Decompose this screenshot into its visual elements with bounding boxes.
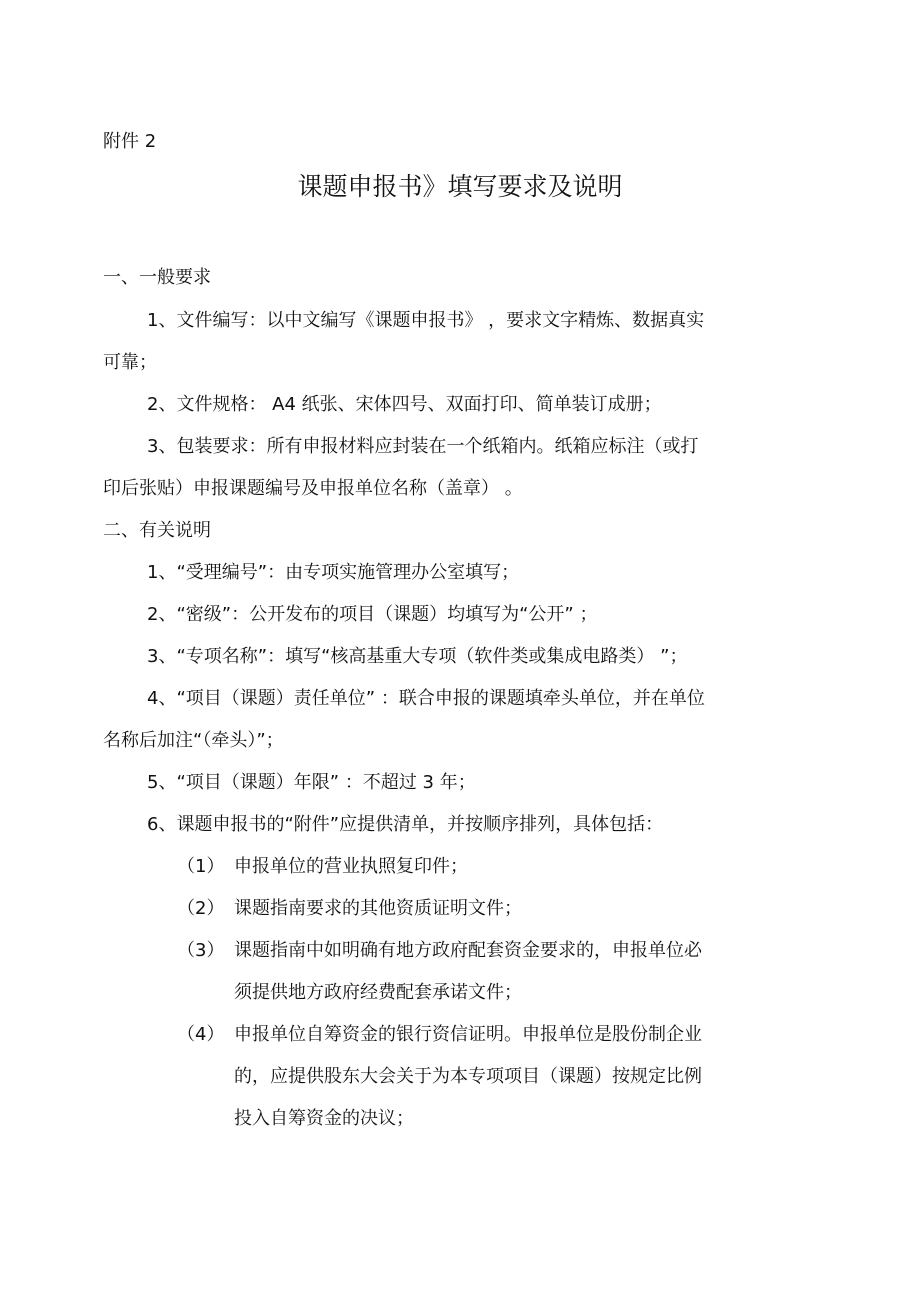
subitem-4-line1: 申报单位自筹资金的银行资信证明。申报单位是股份制企业 <box>234 1024 702 1045</box>
subitem-1-line1: 申报单位的营业执照复印件； <box>234 856 468 877</box>
section2-item5: 5、“项目（课题）年限” ：不超过 3 年； <box>147 772 476 793</box>
section2-heading: 二、有关说明 <box>103 520 211 541</box>
attachment-label: 附件 2 <box>103 131 157 152</box>
section1-heading: 一、一般要求 <box>103 267 211 288</box>
subitem-4-number: （4） <box>177 1024 225 1045</box>
subitem-4-line2: 的，应提供股东大会关于为本专项项目（课题）按规定比例 <box>234 1066 702 1087</box>
subitem-1-number: （1） <box>177 856 225 877</box>
section2-item2: 2、“密级”：公开发布的项目（课题）均填写为“公开” ； <box>147 604 598 625</box>
subitem-2-line1: 课题指南要求的其他资质证明文件； <box>234 898 522 919</box>
subitem-2-number: （2） <box>177 898 225 919</box>
section2-item4-line1: 4、“项目（课题）责任单位” ：联合申报的课题填牵头单位，并在单位 <box>147 688 705 709</box>
subitem-3-number: （3） <box>177 940 225 961</box>
subitem-3-line2: 须提供地方政府经费配套承诺文件； <box>234 982 522 1003</box>
subitem-4-line3: 投入自筹资金的决议； <box>234 1108 414 1129</box>
section2-item6: 6、课题申报书的“附件”应提供清单，并按顺序排列，具体包括： <box>147 814 664 835</box>
document-title: 课题申报书》填写要求及说明 <box>297 172 623 201</box>
section2-item3: 3、“专项名称”：填写“核高基重大专项（软件类或集成电路类） ”； <box>147 646 688 667</box>
section2-item4-line2: 名称后加注“（牵头）”； <box>103 730 284 751</box>
section1-item3-line1: 3、包装要求：所有申报材料应封装在一个纸箱内。纸箱应标注（或打 <box>147 436 699 457</box>
section1-item3-line2: 印后张贴）申报课题编号及申报单位名称（盖章） 。 <box>103 478 523 499</box>
section1-item1-line1: 1、文件编写：以中文编写《课题申报书》 ，要求文字精炼、数据真实 <box>147 310 705 331</box>
section2-item1: 1、“受理编号”：由专项实施管理办公室填写； <box>147 562 520 583</box>
subitem-3-line1: 课题指南中如明确有地方政府配套资金要求的，申报单位必 <box>234 940 702 961</box>
section1-item1-line2: 可靠； <box>103 352 157 373</box>
section1-item2: 2、文件规格： A4 纸张、宋体四号、双面打印、简单装订成册； <box>147 394 662 415</box>
